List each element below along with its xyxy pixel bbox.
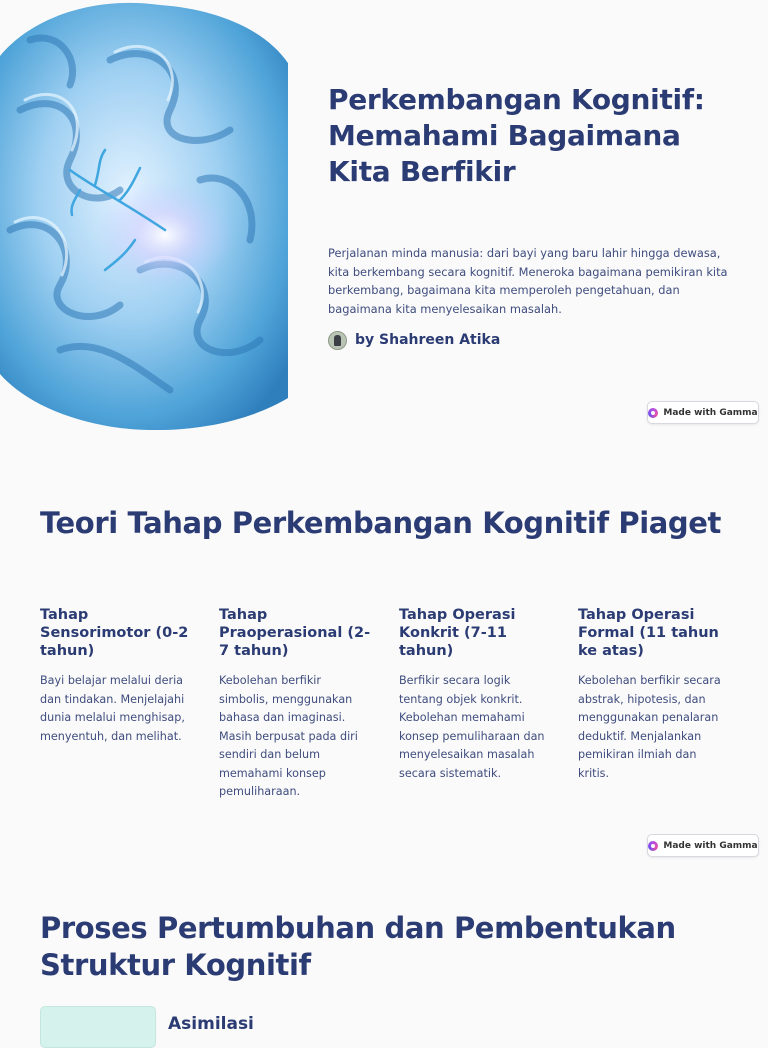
section-title-piaget: Teori Tahap Perkembangan Kognitif Piaget xyxy=(40,506,722,540)
asimilasi-heading: Asimilasi xyxy=(168,1014,254,1034)
stage-card-operasi-konkrit xyxy=(399,606,551,780)
stage-title: Tahap Operasi Konkrit (7-11 tahun) xyxy=(399,607,516,659)
author-name: by Shahreen Atika xyxy=(355,332,501,348)
gamma-badge-label: Made with Gamma xyxy=(663,407,758,418)
stage-title: Tahap Operasi Formal (11 tahun ke atas) xyxy=(578,607,719,659)
stage-card-praoperasional xyxy=(219,606,371,798)
hero-description: Perjalanan minda manusia: dari bayi yang baru lahir hingga dewasa, kita berkembang secara kognitif. Meneroka bagaimana pemikiran kita berkembang, bagaimana kita memperoleh pengetahuan, dan bagaimana kita menyelesaikan masalah. xyxy=(328,246,728,316)
author-avatar xyxy=(328,331,347,350)
made-with-gamma-badge[interactable] xyxy=(647,834,759,857)
made-with-gamma-badge[interactable] xyxy=(647,401,759,424)
author-byline xyxy=(328,330,500,350)
gamma-logo-icon xyxy=(648,408,658,418)
stage-title: Tahap Sensorimotor (0-2 tahun) xyxy=(40,607,189,659)
stage-card-operasi-formal xyxy=(578,606,730,780)
gamma-logo-icon xyxy=(648,841,658,851)
brain-illustration xyxy=(0,0,288,436)
section-title-proses: Proses Pertumbuhan dan Pembentukan Struktur Kognitif xyxy=(40,911,676,982)
hero-title: Perkembangan Kognitif: Memahami Bagaimana Kita Berfikir xyxy=(328,83,705,188)
stage-description: Berfikir secara logik tentang objek konkrit. Kebolehan memahami konsep pemuliharaan dan menyelesaikan masalah secara sistematik. xyxy=(399,674,545,780)
stage-title: Tahap Praoperasional (2-7 tahun) xyxy=(219,607,371,659)
asimilasi-icon-box xyxy=(40,1006,156,1048)
stage-description: Kebolehan berfikir secara abstrak, hipotesis, dan menggunakan penalaran deduktif. Menjalankan pemikiran ilmiah dan kritis. xyxy=(578,674,721,780)
gamma-badge-label: Made with Gamma xyxy=(663,840,758,851)
stage-card-sensorimotor xyxy=(40,606,192,743)
stage-description: Kebolehan berfikir simbolis, menggunakan bahasa dan imaginasi. Masih berpusat pada diri sendiri dan belum memahami konsep pemuliharaan. xyxy=(219,674,358,798)
stage-description: Bayi belajar melalui deria dan tindakan. Menjelajahi dunia melalui menghisap, menyentuh, dan melihat. xyxy=(40,674,185,743)
